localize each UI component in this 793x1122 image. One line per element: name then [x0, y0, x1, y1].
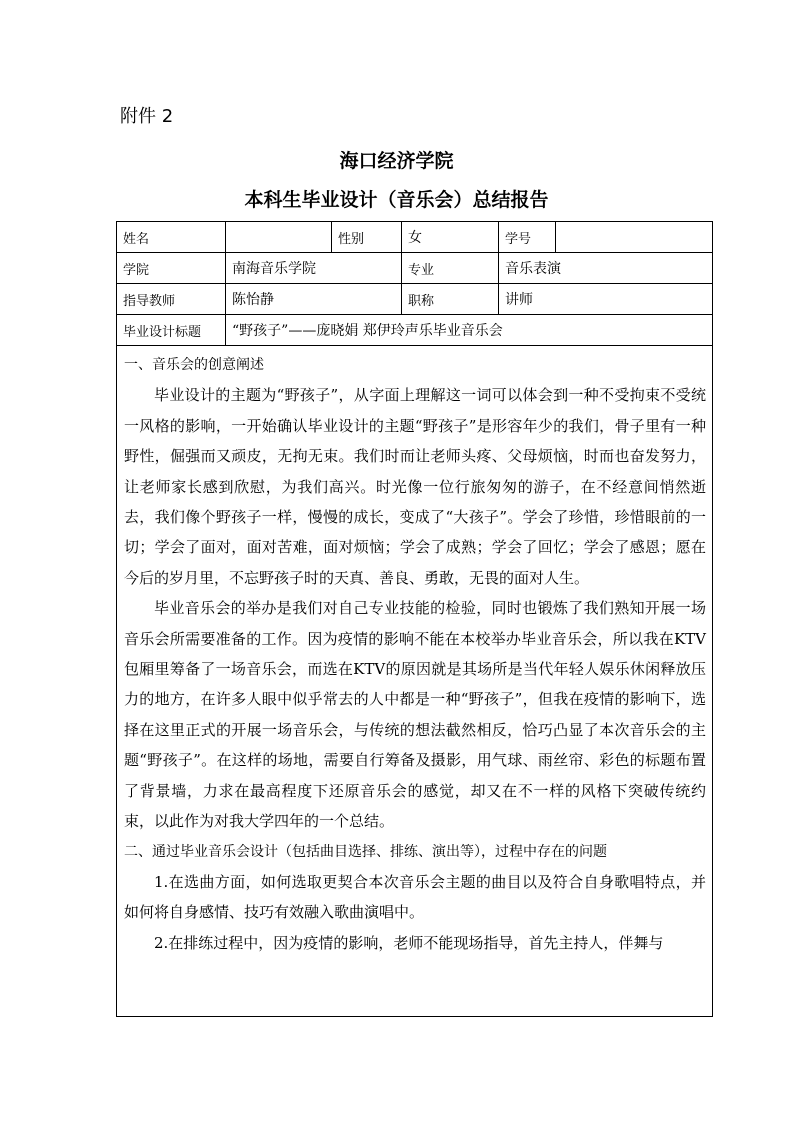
job-title-label: 职称 [402, 284, 499, 315]
name-label: 姓名 [117, 222, 226, 253]
design-title-label: 毕业设计标题 [117, 315, 226, 346]
major-label: 专业 [402, 253, 499, 284]
attachment-label: 附件 2 [120, 106, 174, 127]
report-body [117, 346, 713, 1017]
college-value: 南海音乐学院 [226, 253, 402, 284]
report-form [116, 221, 713, 1017]
major-value: 音乐表演 [499, 253, 713, 284]
student-id-label: 学号 [499, 222, 556, 253]
job-title-value: 讲师 [499, 284, 713, 315]
student-id-value [556, 222, 713, 253]
paragraph-2: 毕业音乐会的举办是我们对自己专业技能的检验，同时也锻炼了我们熟知开展一场音乐会所需要准备的工作。因为疫情的影响不能在本校举办毕业音乐会，所以我在KTV包厢里筹备了一场音乐会，而选在KTV的原因就是其场所是当代年轻人娱乐休闲释放压力的地方，在许多人眼中似乎常去的人中都是一种“野孩子”，但我在疫情的影响下，选择在这里正式的开展一场音乐会，与传统的想法截然相反，恰巧凸显了本次音乐会的主题“野孩子”。在这样的场地，需要自行筹备及摄影，用气球、雨丝帘、彩色的标题布置了背景墙，力求在最高程度下还原音乐会的感觉，却又在不一样的风格下突破传统约束，以此作为对我大学四年的一个总结。 [124, 599, 706, 831]
college-label: 学院 [117, 253, 226, 284]
design-title-value: “野孩子”——庞晓娟 郑伊玲声乐毕业音乐会 [226, 315, 713, 346]
problem-item-2: 2.在排练过程中，因为疫情的影响，老师不能现场指导，首先主持人，伴舞与 [154, 933, 664, 952]
report-title: 本科生毕业设计（音乐会）总结报告 [244, 189, 549, 211]
advisor-value: 陈怡静 [226, 284, 402, 315]
problem-item-1: 1.在选曲方面，如何选取更契合本次音乐会主题的曲目以及符合自身歌唱特点，并如何将自身感情、技巧有效融入歌曲演唱中。 [124, 872, 706, 922]
school-name: 海口经济学院 [339, 150, 454, 172]
name-value [226, 222, 332, 253]
gender-label: 性别 [332, 222, 402, 253]
advisor-label: 指导教师 [117, 284, 226, 315]
section2-heading: 二、通过毕业音乐会设计（包括曲目选择、排练、演出等），过程中存在的问题 [124, 843, 607, 860]
paragraph-1: 毕业设计的主题为“野孩子”，从字面上理解这一词可以体会到一种不受拘束不受统一风格的影响，一开始确认毕业设计的主题“野孩子”是形容年少的我们，骨子里有一种野性，倔强而又顽皮，无拘无束。我们时而让老师头疼、父母烦恼，时而也奋发努力，让老师家长感到欣慰，为我们高兴。时光像一位行旅匆匆的游子，在不经意间悄然逝去，我们像个野孩子一样，慢慢的成长，变成了“大孩子”。学会了珍惜，珍惜眼前的一切；学会了面对，面对苦难，面对烦恼；学会了成熟；学会了回忆；学会了感恩；愿在今后的岁月里，不忘野孩子时的天真、善良、勇敢，无畏的面对人生。 [124, 386, 706, 587]
section1-heading: 一、音乐会的创意阐述 [124, 357, 264, 373]
gender-value: 女 [402, 222, 499, 253]
